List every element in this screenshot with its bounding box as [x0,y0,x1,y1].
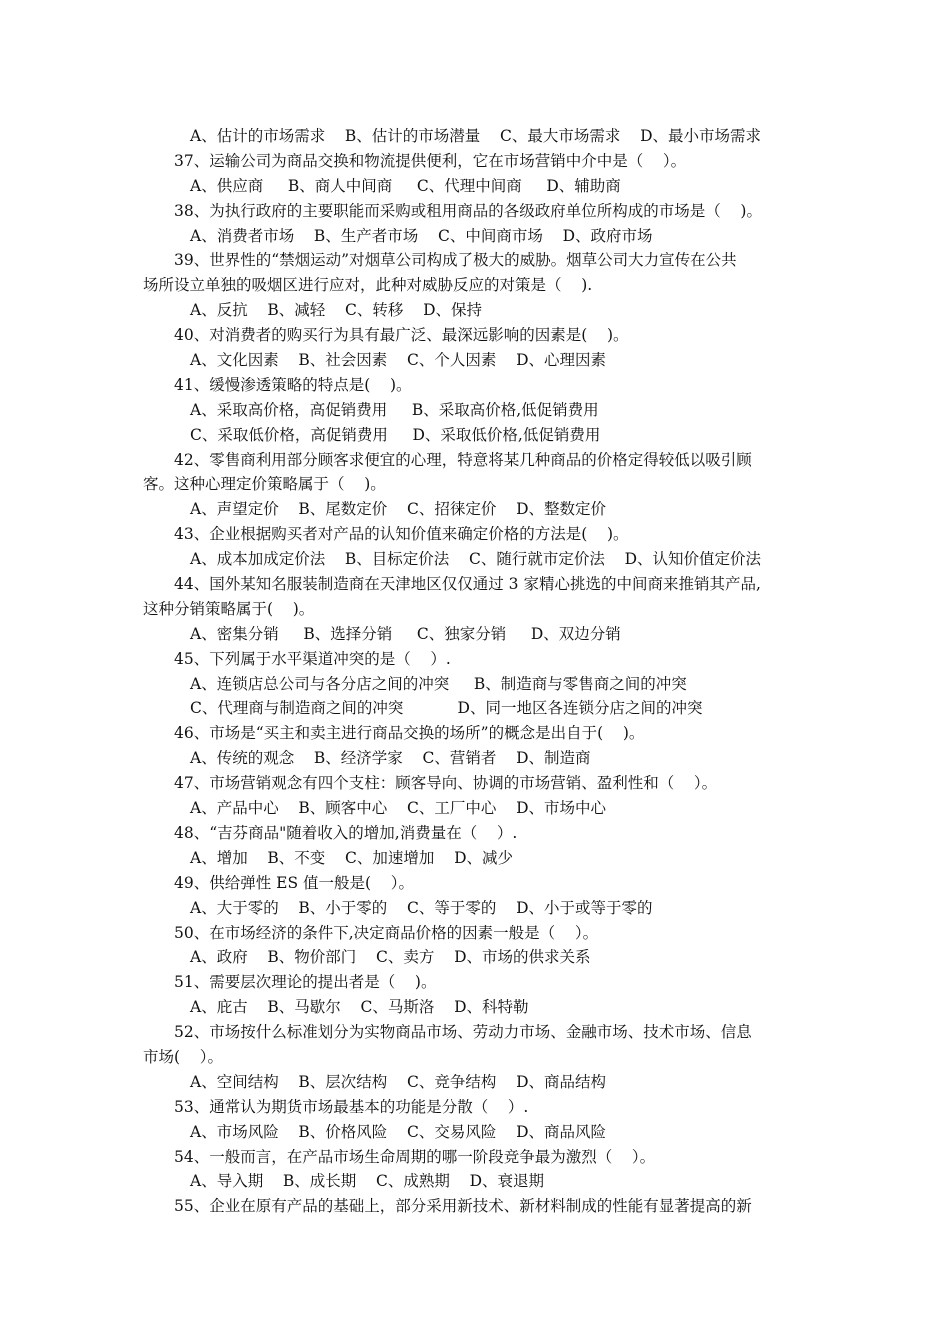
answer-options: A、声望定价 B、尾数定价 C、招徕定价 D、整数定价 [190,500,606,519]
answer-options: A、空间结构 B、层次结构 C、竞争结构 D、商品结构 [190,1072,606,1091]
answer-options: A、估计的市场需求 B、估计的市场潜量 C、最大市场需求 D、最小市场需求 [190,127,761,145]
question-stem: 55、企业在原有产品的基础上，部分采用新技术、新材料制成的性能有显著提高的新 [174,1197,752,1216]
answer-options: A、大于零的 B、小于零的 C、等于零的 D、小于或等于零的 [190,898,653,917]
question-stem-continued: 场所设立单独的吸烟区进行应对，此种对威胁反应的对策是（ ). [143,276,593,295]
question-stem: 44、国外某知名服装制造商在天津地区仅仅通过 3 家精心挑选的中间商来推销其产品, [174,575,761,594]
question-stem-continued: 客。这种心理定价策略属于（ )。 [143,475,386,494]
question-stem: 40、对消费者的购买行为具有最广泛、最深远影响的因素是( )。 [174,326,629,345]
answer-options: A、密集分销 B、选择分销 C、独家分销 D、双边分销 [190,624,621,643]
question-stem: 39、世界性的“禁烟运动”对烟草公司构成了极大的威胁。烟草公司大力宣传在公共 [174,251,737,270]
answer-options: C、采取低价格，高促销费用 D、采取低价格,低促销费用 [190,425,601,444]
answer-options: A、反抗 B、减轻 C、转移 D、保持 [190,301,482,320]
question-stem: 43、企业根据购买者对产品的认知价值来确定价格的方法是( )。 [174,525,629,544]
question-stem: 50、在市场经济的条件下,决定商品价格的因素一般是（ ）。 [174,923,599,942]
answer-options: A、庇古 B、马歇尔 C、马斯洛 D、科特勒 [190,998,529,1017]
question-stem: 42、零售商利用部分顾客求便宜的心理，特意将某几种商品的价格定得较低以吸引顾 [174,450,752,469]
answer-options: A、产品中心 B、顾客中心 C、工厂中心 D、市场中心 [190,799,606,818]
answer-options: C、代理商与制造商之间的冲突 D、同一地区各连锁分店之间的冲突 [190,699,703,718]
question-stem: 52、市场按什么标准划分为实物商品市场、劳动力市场、金融市场、技术市场、信息 [174,1023,752,1042]
answer-options: A、成本加成定价法 B、目标定价法 C、随行就市定价法 D、认知价值定价法 [190,550,761,569]
question-stem: 37、运输公司为商品交换和物流提供便利，它在市场营销中介中是（ ）。 [174,151,687,170]
answer-options: A、文化因素 B、社会因素 C、个人因素 D、心理因素 [190,351,606,370]
answer-options: A、增加 B、不变 C、加速增加 D、减少 [190,848,513,867]
question-stem-continued: 这种分销策略属于( )。 [143,599,315,618]
answer-options: A、政府 B、物价部门 C、卖方 D、市场的供求关系 [190,948,591,967]
question-stem: 51、需要层次理论的提出者是（ )。 [174,973,437,992]
question-stem: 47、市场营销观念有四个支柱：顾客导向、协调的市场营销、盈利性和（ ）。 [174,774,718,793]
question-stem: 45、下列属于水平渠道冲突的是（ ）. [174,649,451,668]
question-stem: 49、供给弹性 ES 值一般是( ）。 [174,873,415,892]
question-stem: 53、通常认为期货市场最基本的功能是分散（ ）. [174,1097,529,1116]
answer-options: A、采取高价格，高促销费用 B、采取高价格,低促销费用 [190,400,599,419]
question-list [143,124,811,1219]
question-stem-continued: 市场( ）。 [143,1047,224,1066]
question-stem: 48、“吉芬商品"随着收入的增加,消费量在（ ）. [174,823,518,842]
question-stem: 54、一般而言，在产品市场生命周期的哪一阶段竞争最为激烈（ ）。 [174,1147,656,1166]
answer-options: A、传统的观念 B、经济学家 C、营销者 D、制造商 [190,749,591,768]
question-stem: 41、缓慢渗透策略的特点是( )。 [174,375,412,394]
answer-options: A、市场风险 B、价格风险 C、交易风险 D、商品风险 [190,1122,606,1141]
question-stem: 38、为执行政府的主要职能而采购或租用商品的各级政府单位所构成的市场是（ )。 [174,201,762,220]
answer-options: A、导入期 B、成长期 C、成熟期 D、衰退期 [190,1172,544,1191]
question-stem: 46、市场是“买主和卖主进行商品交换的场所”的概念是出自于( )。 [174,724,645,743]
answer-options: A、消费者市场 B、生产者市场 C、中间商市场 D、政府市场 [190,226,653,245]
answer-options: A、供应商 B、商人中间商 C、代理中间商 D、辅助商 [190,176,621,195]
answer-options: A、连锁店总公司与各分店之间的冲突 B、制造商与零售商之间的冲突 [190,674,687,693]
